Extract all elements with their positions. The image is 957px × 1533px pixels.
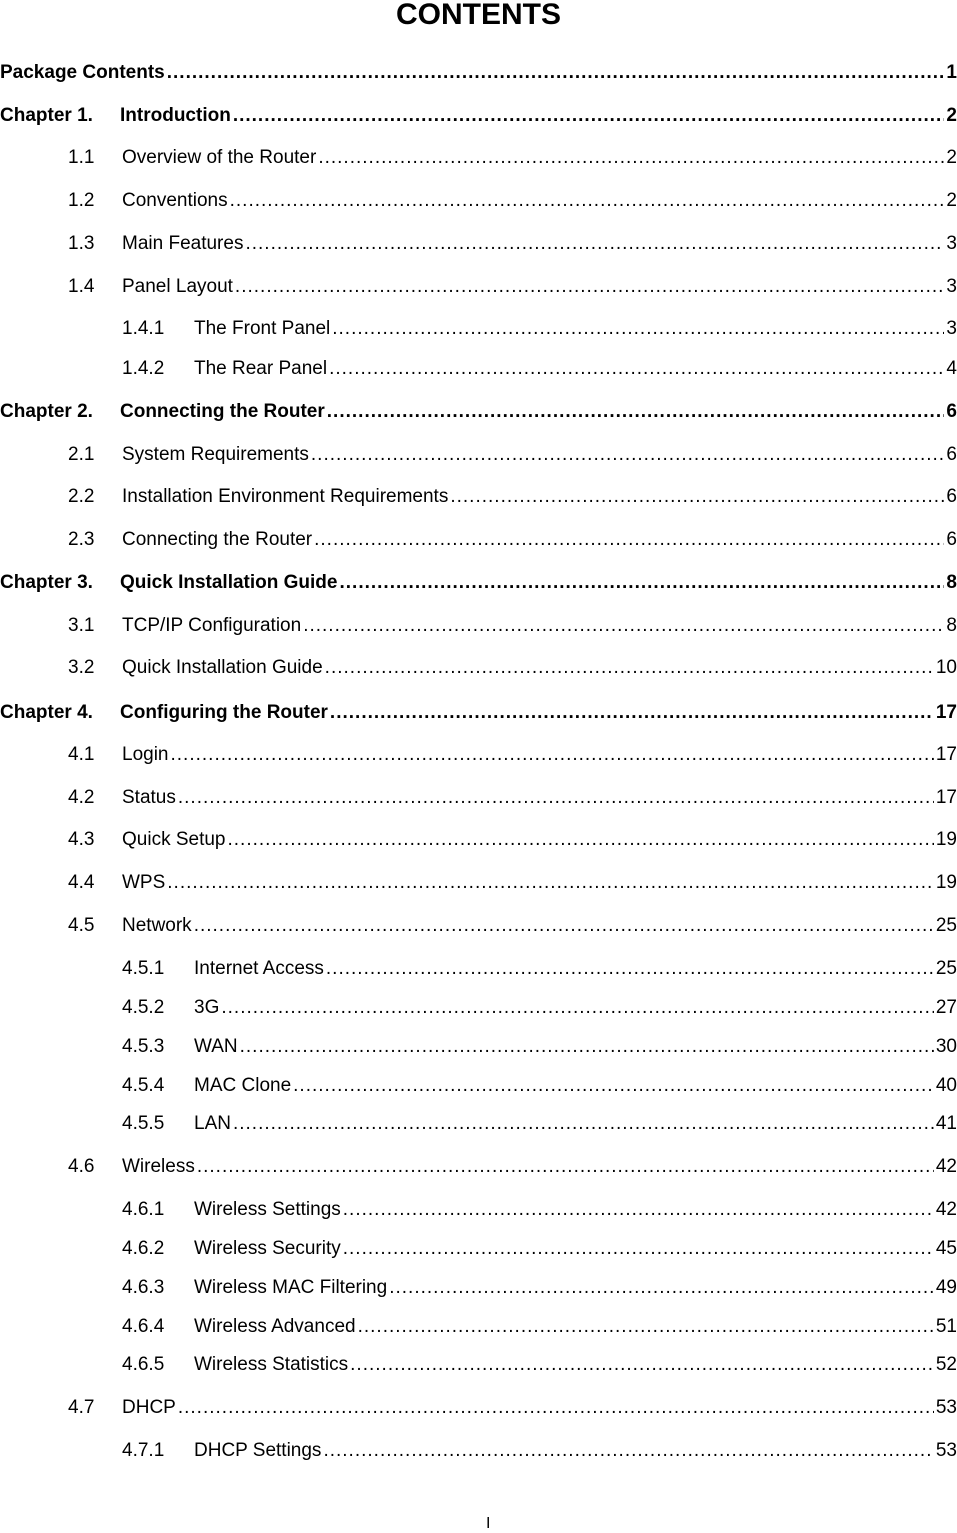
toc-entry-page: 6: [946, 529, 957, 550]
toc-entry[interactable]: [0, 103, 957, 129]
toc-entry-label: Overview of the Router: [122, 147, 317, 168]
toc-entry-page: 42: [935, 1199, 957, 1220]
toc-entry-label: WAN: [194, 1036, 238, 1057]
toc-entry-label: MAC Clone: [194, 1075, 292, 1096]
toc-entry-number: 4.5.3: [122, 1036, 165, 1057]
toc-entry-page: 25: [935, 958, 957, 979]
toc-entry-label: Installation Environment Requirements: [122, 486, 449, 507]
toc-dot-leader: [326, 956, 934, 982]
toc-entry-label: Quick Installation Guide: [122, 657, 323, 678]
toc-entry-page: 19: [935, 829, 957, 850]
toc-entry[interactable]: [68, 613, 957, 639]
toc-entry-page: 49: [935, 1277, 957, 1298]
toc-dot-leader: [178, 1395, 934, 1421]
toc-dot-leader: [314, 527, 944, 553]
toc-entry-page: 30: [935, 1036, 957, 1057]
toc-entry-page: 8: [946, 572, 957, 593]
toc-entry-page: 6: [946, 401, 957, 422]
toc-entry-label: DHCP: [122, 1397, 176, 1418]
toc-dot-leader: [350, 1352, 934, 1378]
toc-entry-number: Chapter 4.: [0, 702, 93, 723]
toc-entry[interactable]: [68, 145, 957, 171]
toc-entry-label: Internet Access: [194, 958, 324, 979]
toc-entry[interactable]: [122, 1034, 957, 1060]
toc-entry[interactable]: [122, 1275, 957, 1301]
toc-entry-page: 17: [935, 702, 957, 723]
toc-entry[interactable]: [68, 188, 957, 214]
toc-dot-leader: [194, 913, 934, 939]
toc-entry-page: 45: [935, 1238, 957, 1259]
toc-entry[interactable]: [68, 231, 957, 257]
toc-entry-number: 4.6.4: [122, 1316, 165, 1337]
toc-entry-page: 25: [935, 915, 957, 936]
toc-entry-page: 42: [935, 1156, 957, 1177]
toc-dot-leader: [318, 145, 944, 171]
toc-entry-label: 3G: [194, 997, 220, 1018]
toc-dot-leader: [343, 1197, 934, 1223]
toc-entry-label: Panel Layout: [122, 276, 233, 297]
toc-entry[interactable]: [122, 1352, 957, 1378]
toc-entry-number: 2.1: [68, 444, 95, 465]
toc-dot-leader: [293, 1073, 934, 1099]
toc-dot-leader: [228, 827, 934, 853]
toc-entry-page: 3: [946, 233, 957, 254]
page-title: CONTENTS: [396, 0, 561, 31]
toc-entry-number: 4.6.5: [122, 1354, 165, 1375]
toc-entry-label: LAN: [194, 1113, 231, 1134]
toc-entry[interactable]: [0, 700, 957, 726]
page-number: I: [486, 1515, 491, 1532]
toc-dot-leader: [343, 1236, 934, 1262]
toc-entry-page: 1: [946, 62, 957, 83]
toc-entry-label: Network: [122, 915, 192, 936]
toc-entry[interactable]: [122, 356, 957, 382]
toc-entry-label: Main Features: [122, 233, 244, 254]
toc-entry-page: 10: [935, 657, 957, 678]
toc-entry-page: 3: [946, 276, 957, 297]
toc-entry-number: 4.5.5: [122, 1113, 165, 1134]
toc-dot-leader: [329, 356, 944, 382]
toc-entry-number: 1.2: [68, 190, 95, 211]
toc-entry[interactable]: [68, 527, 957, 553]
toc-entry-number: 3.2: [68, 657, 95, 678]
toc-entry[interactable]: [122, 1197, 957, 1223]
toc-entry[interactable]: [122, 1438, 957, 1464]
toc-entry-label: Wireless Security: [194, 1238, 341, 1259]
toc-entry-label: Wireless Settings: [194, 1199, 341, 1220]
toc-entry-number: 3.1: [68, 615, 95, 636]
toc-entry-number: 4.4: [68, 872, 95, 893]
toc-dot-leader: [323, 1438, 933, 1464]
toc-entry-page: 53: [935, 1440, 957, 1461]
toc-entry-label: Status: [122, 787, 176, 808]
toc-dot-leader: [332, 316, 944, 342]
toc-dot-leader: [389, 1275, 934, 1301]
toc-entry-label: Wireless MAC Filtering: [194, 1277, 388, 1298]
toc-entry[interactable]: [0, 60, 957, 86]
toc-entry-label: Introduction: [120, 105, 231, 126]
toc-entry[interactable]: [0, 399, 957, 425]
toc-entry[interactable]: [0, 570, 957, 596]
toc-dot-leader: [311, 442, 945, 468]
toc-dot-leader: [233, 103, 945, 129]
toc-entry-number: 4.6.1: [122, 1199, 165, 1220]
toc-entry-number: 1.4.1: [122, 318, 165, 339]
toc-entry[interactable]: [68, 827, 957, 853]
toc-dot-leader: [245, 231, 944, 257]
toc-entry-number: 1.4: [68, 276, 95, 297]
toc-entry-number: 4.5.4: [122, 1075, 165, 1096]
toc-dot-leader: [167, 870, 934, 896]
toc-dot-leader: [358, 1314, 934, 1340]
toc-entry-number: 4.6.2: [122, 1238, 165, 1259]
toc-entry-page: 2: [946, 105, 957, 126]
toc-entry[interactable]: [68, 655, 957, 681]
toc-entry[interactable]: [68, 484, 957, 510]
toc-entry-page: 40: [935, 1075, 957, 1096]
toc-dot-leader: [450, 484, 944, 510]
toc-entry[interactable]: [68, 913, 957, 939]
toc-entry-page: 19: [935, 872, 957, 893]
toc-entry-label: Quick Installation Guide: [120, 572, 338, 593]
toc-entry-page: 6: [946, 486, 957, 507]
toc-entry[interactable]: [122, 316, 957, 342]
toc-entry-label: Package Contents: [0, 62, 165, 83]
toc-dot-leader: [233, 1111, 934, 1137]
toc-entry[interactable]: [68, 870, 957, 896]
toc-entry-number: 4.7.1: [122, 1440, 165, 1461]
toc-entry-label: Wireless Advanced: [194, 1316, 356, 1337]
toc-entry-page: 51: [935, 1316, 957, 1337]
toc-dot-leader: [197, 1154, 934, 1180]
toc-entry-page: 8: [946, 615, 957, 636]
toc-entry[interactable]: [122, 995, 957, 1021]
toc-dot-leader: [240, 1034, 934, 1060]
toc-entry-page: 3: [946, 318, 957, 339]
toc-entry[interactable]: [68, 1395, 957, 1421]
toc-dot-leader: [327, 399, 945, 425]
toc-entry-number: 2.3: [68, 529, 95, 550]
toc-entry[interactable]: [68, 442, 957, 468]
toc-entry-number: 4.5: [68, 915, 95, 936]
toc-dot-leader: [330, 700, 934, 726]
toc-entry[interactable]: [122, 1314, 957, 1340]
toc-entry-number: Chapter 1.: [0, 105, 93, 126]
toc-entry-number: 4.3: [68, 829, 95, 850]
toc-dot-leader: [235, 274, 945, 300]
toc-entry-label: Wireless Statistics: [194, 1354, 349, 1375]
toc-entry[interactable]: [122, 956, 957, 982]
toc-entry-page: 2: [946, 147, 957, 168]
toc-entry-number: 4.2: [68, 787, 95, 808]
toc-dot-leader: [325, 655, 934, 681]
toc-entry-page: 27: [935, 997, 957, 1018]
toc-entry-number: 2.2: [68, 486, 95, 507]
toc-entry-label: Connecting the Router: [122, 529, 313, 550]
toc-entry-page: 17: [935, 787, 957, 808]
toc-entry-label: Connecting the Router: [120, 401, 325, 422]
toc-entry-page: 53: [935, 1397, 957, 1418]
toc-entry[interactable]: [68, 742, 957, 768]
toc-entry-number: 4.6.3: [122, 1277, 165, 1298]
toc-entry-number: Chapter 2.: [0, 401, 93, 422]
toc-entry[interactable]: [122, 1111, 957, 1137]
toc-entry-label: Login: [122, 744, 169, 765]
toc-entry-label: Quick Setup: [122, 829, 226, 850]
toc-entry[interactable]: [68, 274, 957, 300]
toc-entry-label: TCP/IP Configuration: [122, 615, 302, 636]
toc-entry-label: The Rear Panel: [194, 358, 328, 379]
toc-entry-number: 1.3: [68, 233, 95, 254]
toc-entry-number: Chapter 3.: [0, 572, 93, 593]
toc-entry[interactable]: [68, 1154, 957, 1180]
toc-entry-page: 6: [946, 444, 957, 465]
toc-entry[interactable]: [122, 1236, 957, 1262]
toc-dot-leader: [339, 570, 944, 596]
toc-entry-page: 41: [935, 1113, 957, 1134]
toc-dot-leader: [303, 613, 944, 639]
toc-entry-page: 4: [946, 358, 957, 379]
toc-dot-leader: [178, 785, 934, 811]
toc-entry-label: Configuring the Router: [120, 702, 328, 723]
toc-dot-leader: [221, 995, 934, 1021]
toc-dot-leader: [171, 742, 934, 768]
toc-entry-label: System Requirements: [122, 444, 309, 465]
toc-entry-page: 17: [935, 744, 957, 765]
toc-entry-label: WPS: [122, 872, 166, 893]
toc-entry-label: Wireless: [122, 1156, 195, 1177]
toc-entry-page: 52: [935, 1354, 957, 1375]
toc-entry-number: 1.4.2: [122, 358, 165, 379]
toc-entry-label: DHCP Settings: [194, 1440, 322, 1461]
toc-entry-number: 4.7: [68, 1397, 95, 1418]
toc-entry-label: The Front Panel: [194, 318, 331, 339]
toc-dot-leader: [230, 188, 945, 214]
toc-entry-page: 2: [946, 190, 957, 211]
toc-entry[interactable]: [68, 785, 957, 811]
toc-entry-label: Conventions: [122, 190, 228, 211]
toc-dot-leader: [167, 60, 945, 86]
toc-entry-number: 1.1: [68, 147, 95, 168]
toc-entry-number: 4.1: [68, 744, 95, 765]
toc-entry[interactable]: [122, 1073, 957, 1099]
toc-entry-number: 4.5.2: [122, 997, 165, 1018]
toc-entry-number: 4.5.1: [122, 958, 165, 979]
toc-entry-number: 4.6: [68, 1156, 95, 1177]
